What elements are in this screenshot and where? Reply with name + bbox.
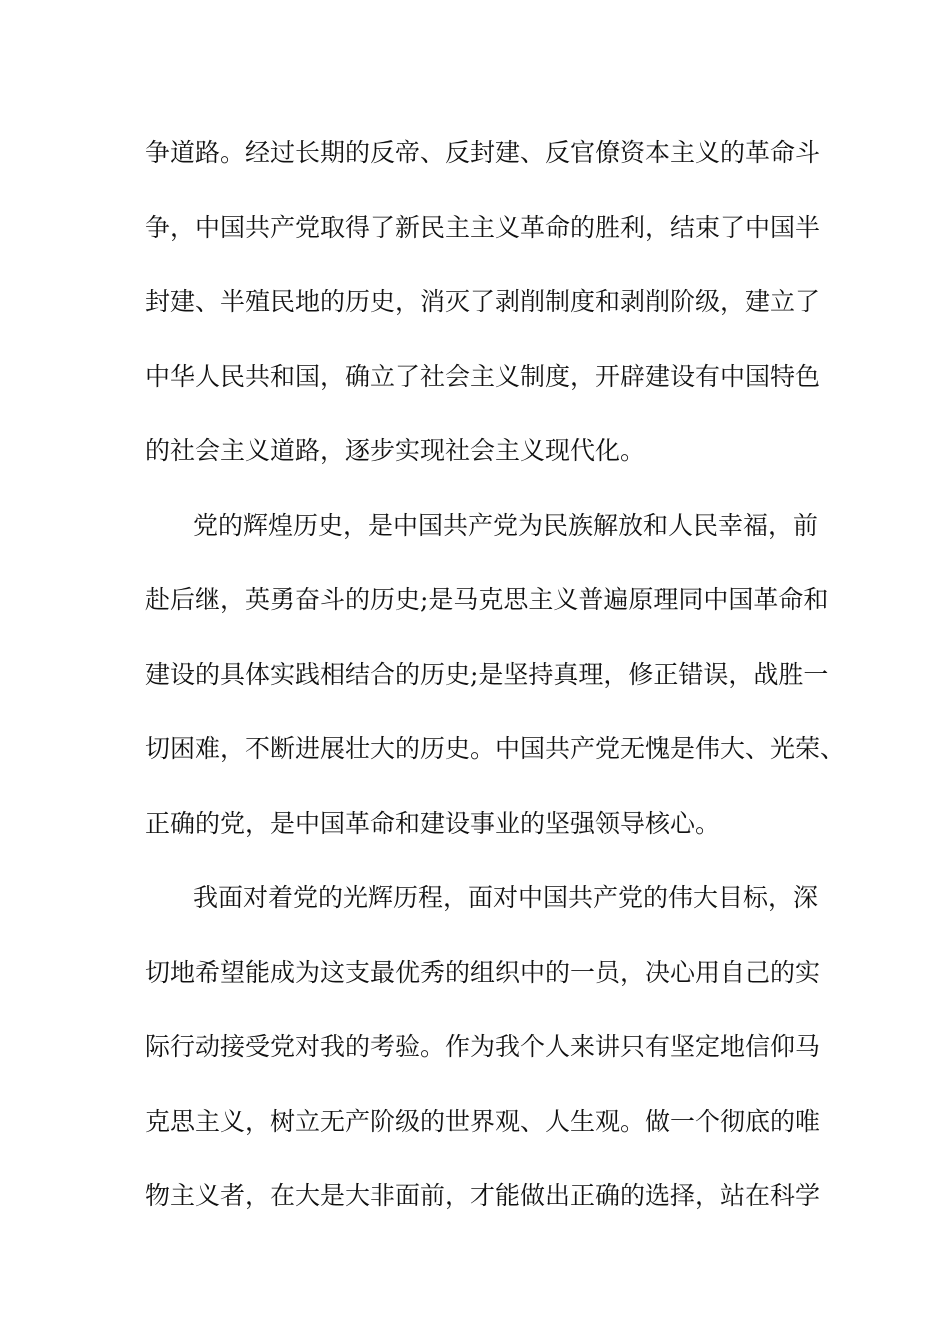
text-line: 争道路。经过长期的反帝、反封建、反官僚资本主义的革命斗 <box>145 138 821 167</box>
paragraph-first-line: 党的辉煌历史，是中国共产党为民族解放和人民幸福，前 <box>193 510 819 540</box>
text-line: 切困难，不断进展壮大的历史。中国共产党无愧是伟大、光荣、 <box>145 734 846 763</box>
text-line: 封建、半殖民地的历史，消灭了剥削制度和剥削阶级，建立了 <box>145 287 821 316</box>
paragraph-first-line: 我面对着党的光辉历程，面对中国共产党的伟大目标，深 <box>193 883 819 912</box>
text-line: 物主义者，在大是大非面前，才能做出正确的选择，站在科学 <box>145 1181 821 1210</box>
text-line: 克思主义，树立无产阶级的世界观、人生观。做一个彻底的唯 <box>145 1106 821 1136</box>
text-line: 建设的具体实践相结合的历史;是坚持真理，修正错误，战胜一 <box>145 659 829 689</box>
text-line: 赴后继，英勇奋斗的历史;是马克思主义普遍原理同中国革命和 <box>145 585 829 614</box>
body-text <box>145 116 846 1234</box>
text-line: 正确的党，是中国革命和建设事业的坚强领导核心。 <box>145 808 721 838</box>
text-line: 争，中国共产党取得了新民主主义革命的胜利，结束了中国半 <box>145 212 821 242</box>
text-line: 中华人民共和国，确立了社会主义制度，开辟建设有中国特色 <box>145 361 821 391</box>
text-line: 切地希望能成为这支最优秀的组织中的一员，决心用自己的实 <box>145 957 821 987</box>
text-line: 际行动接受党对我的考验。作为我个人来讲只有坚定地信仰马 <box>145 1032 821 1061</box>
text-line: 的社会主义道路，逐步实现社会主义现代化。 <box>145 436 646 465</box>
